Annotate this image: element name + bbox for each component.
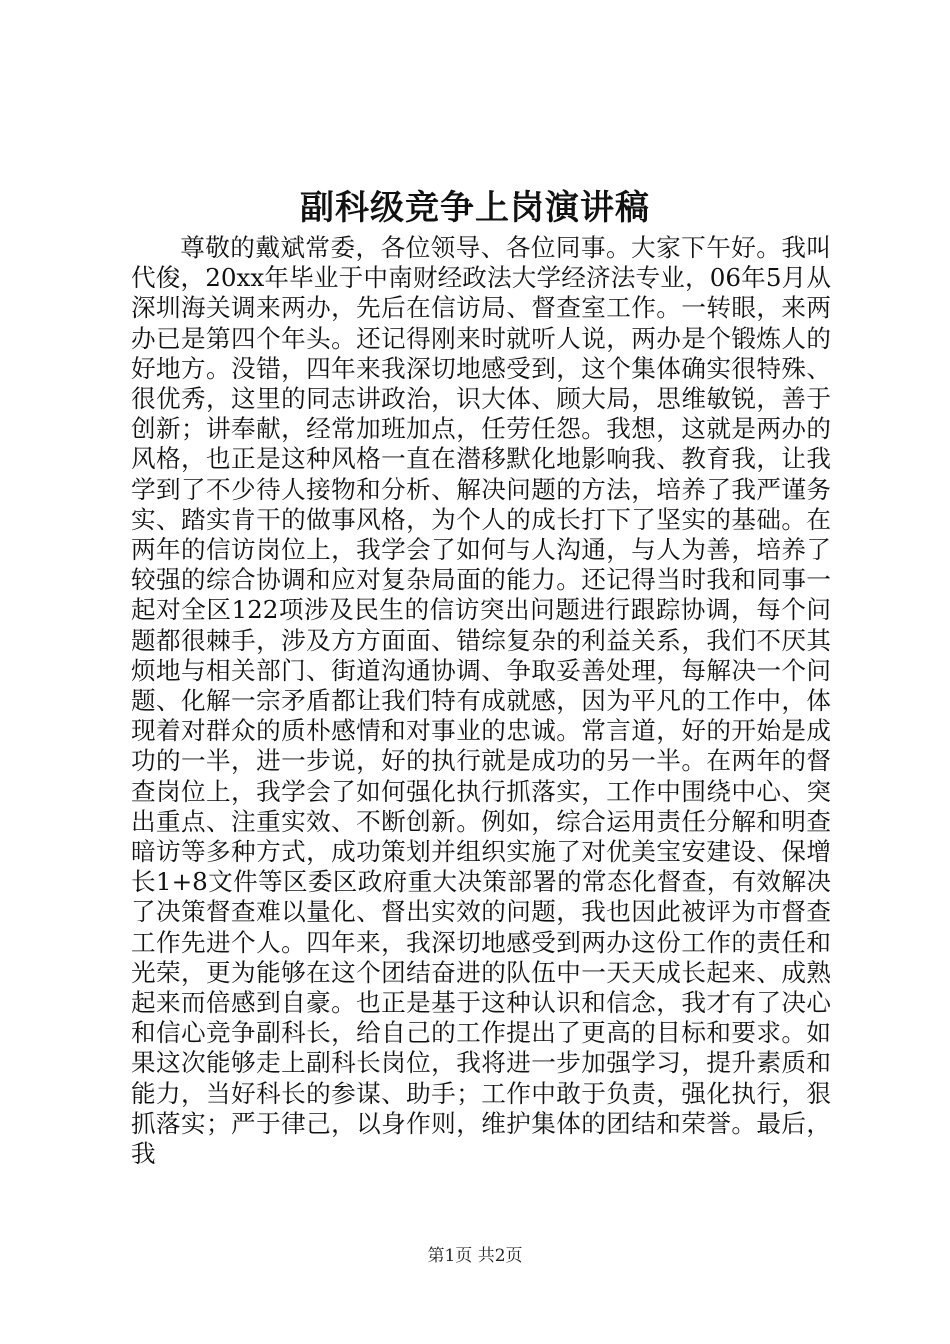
document-body: 尊敬的戴斌常委，各位领导、各位同事。大家下午好。我叫代俊，20xx年毕业于中南财经政法大学经济法专业，06年5月从深圳海关调来两办，先后在信访局、督查室工作。一转眼，来两办已是第四个年头。还记得刚来时就听人说，两办是个锻炼人的好地方。没错，四年来我深切地感受到，这个集体确实很特殊、很优秀，这里的同志讲政治，识大体、顾大局，思维敏锐，善于创新；讲奉献，经常加班加点，任劳任怨。我想，这就是两办的风格，也正是这种风格一直在潜移默化地影响我、教育我，让我学到了不少待人接物和分析、解决问题的方法，培养了我严谨务实、踏实肯干的做事风格，为个人的成长打下了坚实的基础。在两年的信访岗位上，我学会了如何与人沟通，与人为善，培养了较强的综合协调和应对复杂局面的能力。还记得当时我和同事一起对全区122项涉及民生的信访突出问题进行跟踪协调，每个问题都很棘手，涉及方方面面、错综复杂的利益关系，我们不厌其烦地与相关部门、街道沟通协调、争取妥善处理，每解决一个问题、化解一宗矛盾都让我们特有成就感，因为平凡的工作中，体现着对群众的质朴感情和对事业的忠诚。常言道，好的开始是成功的一半，进一步说，好的执行就是成功的另一半。在两年的督查岗位上，我学会了如何强化执行抓落实，工作中围绕中心、突出重点、注重实效、不断创新。例如，综合运用责任分解和明查暗访等多种方式，成功策划并组织实施了对优美宝安建设、保增长1+8文件等区委区政府重大决策部署的常态化督查，有效解决了决策督查难以量化、督出实效的问题，我也因此被评为市督查工作先进个人。四年来，我深切地感受到两办这份工作的责任和光荣，更为能够在这个团结奋进的队伍中一天天成长起来、成熟起来而倍感到自豪。也正是基于这种认识和信念，我才有了决心和信心竞争副科长，给自己的工作提出了更高的目标和要求。如果这次能够走上副科长岗位，我将进一步加强学习，提升素质和能力，当好科长的参谋、助手；工作中敢于负责，强化执行，狠抓落实；严于律己，以身作则，维护集体的团结和荣誉。最后，我	[131, 233, 831, 1169]
page-footer: 第1页 共2页	[427, 1246, 523, 1266]
document-title: 副科级竞争上岗演讲稿	[300, 188, 650, 228]
